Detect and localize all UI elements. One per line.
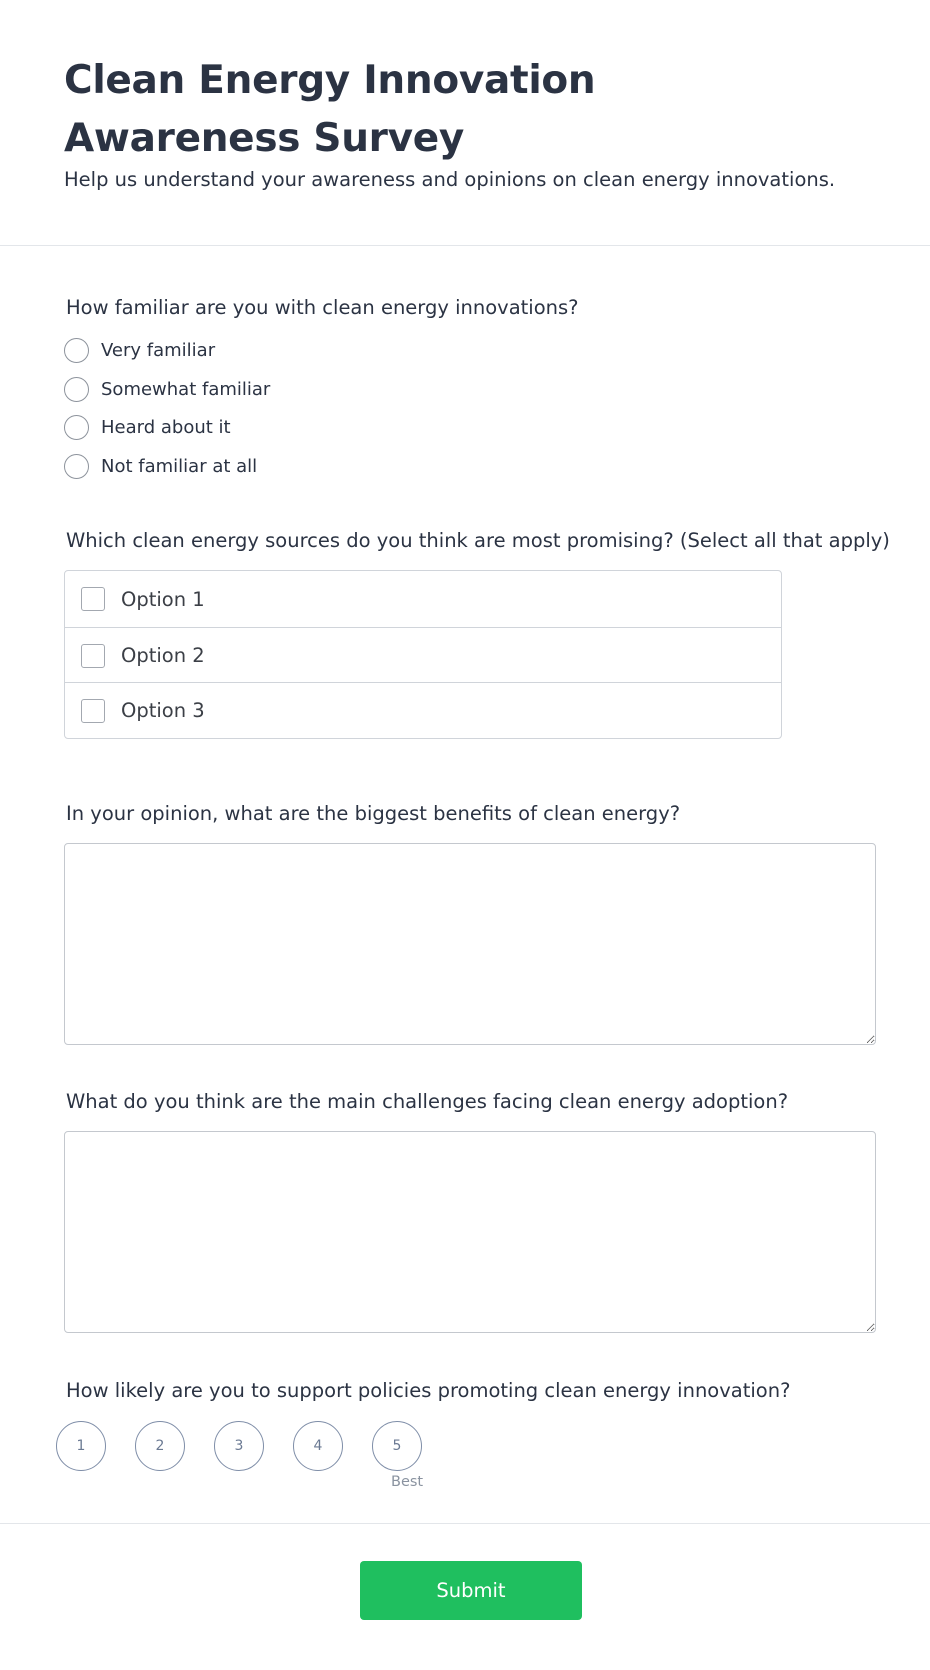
checkbox-group [64, 570, 782, 739]
rating-max-caption: Best [391, 1474, 424, 1490]
radio-label: Somewhat familiar [101, 378, 271, 400]
question-challenges-label: What do you think are the main challenges facing clean energy adoption? [66, 1090, 789, 1113]
checkbox-option-2[interactable] [65, 627, 781, 683]
radio-button[interactable] [64, 377, 89, 402]
question-familiarity-label: How familiar are you with clean energy innovations? [66, 296, 579, 319]
question-benefits-label: In your opinion, what are the biggest benefits of clean energy? [66, 802, 681, 825]
survey-header [0, 0, 930, 246]
radio-option-very-familiar[interactable] [64, 336, 215, 364]
radio-button[interactable] [64, 454, 89, 479]
radio-label: Heard about it [101, 416, 231, 438]
checkbox-label: Option 1 [121, 587, 205, 611]
radio-label: Not familiar at all [101, 455, 258, 477]
submit-button[interactable]: Submit [360, 1561, 582, 1620]
rating-button-3[interactable]: 3 [214, 1421, 264, 1471]
checkbox-label: Option 2 [121, 644, 205, 667]
radio-option-heard-about-it[interactable] [64, 413, 231, 441]
checkbox-option-3[interactable] [65, 682, 781, 738]
checkbox-option-1[interactable] [65, 571, 781, 627]
radio-button[interactable] [64, 415, 89, 440]
checkbox[interactable] [81, 587, 105, 611]
rating-button-5[interactable]: 5 [372, 1421, 422, 1471]
footer-divider [0, 1523, 930, 1524]
checkbox-label: Option 3 [121, 699, 205, 722]
checkbox[interactable] [81, 699, 105, 723]
radio-label: Very familiar [101, 339, 216, 361]
checkbox[interactable] [81, 644, 105, 668]
question-support-label: How likely are you to support policies promoting clean energy innovation? [66, 1379, 791, 1402]
benefits-textarea[interactable] [64, 843, 876, 1045]
radio-button[interactable] [64, 338, 89, 363]
question-sources-label: Which clean energy sources do you think are most promising? (Select all that apply) [66, 529, 890, 552]
radio-option-not-familiar[interactable] [64, 452, 257, 480]
page-title: Clean Energy Innovation Awareness Survey [64, 58, 596, 161]
rating-button-4[interactable]: 4 [293, 1421, 343, 1471]
challenges-textarea[interactable] [64, 1131, 876, 1333]
radio-option-somewhat-familiar[interactable] [64, 375, 270, 403]
rating-button-1[interactable]: 1 [56, 1421, 106, 1471]
rating-button-2[interactable]: 2 [135, 1421, 185, 1471]
page-subtitle: Help us understand your awareness and opinions on clean energy innovations. [64, 168, 836, 191]
